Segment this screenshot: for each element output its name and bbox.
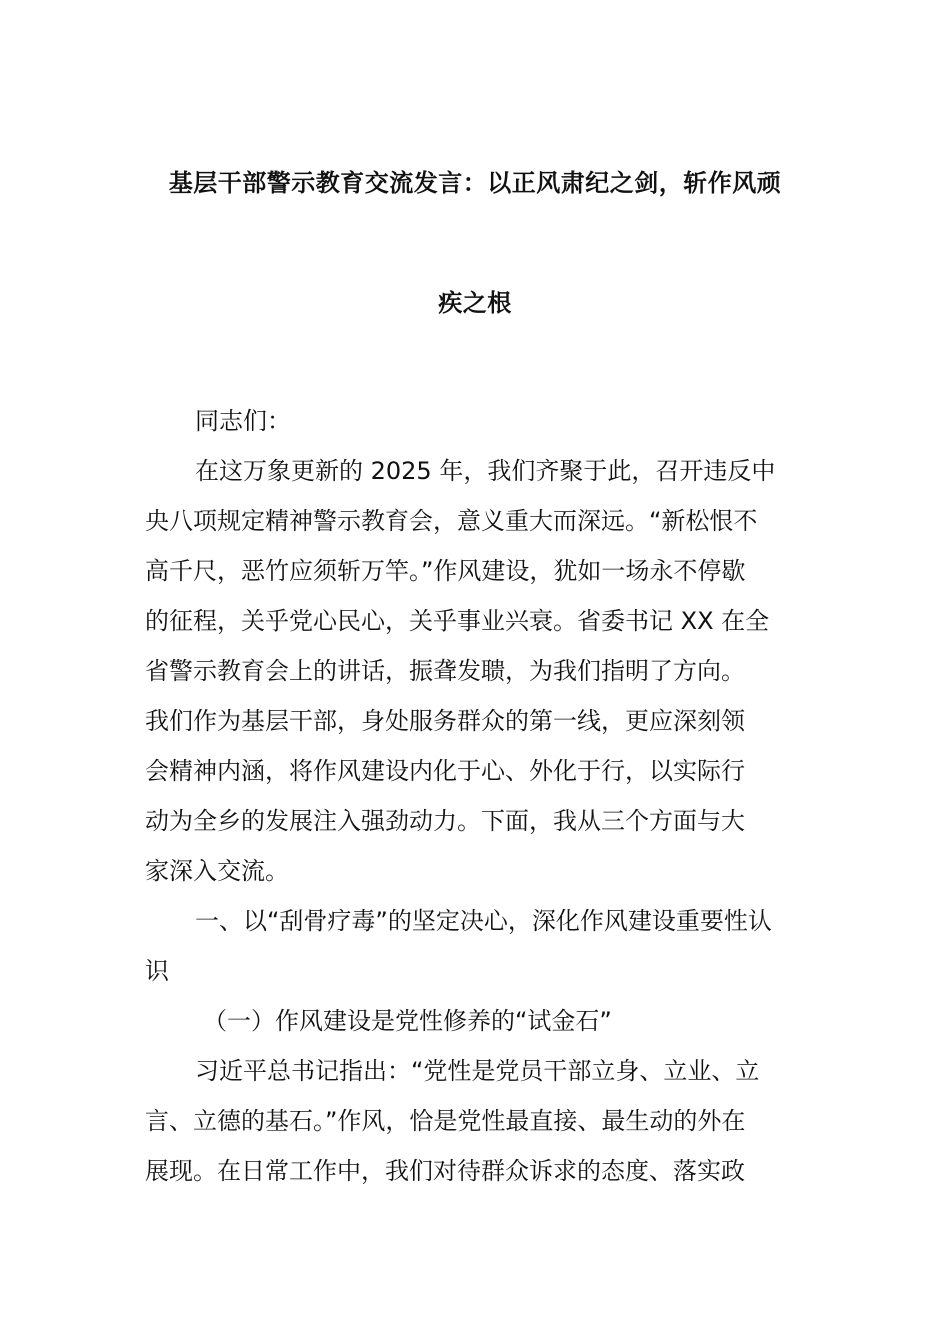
paragraph-1-line: 家深入交流。 (145, 857, 289, 885)
paragraph-1-line: 在这万象更新的 2025 年，我们齐聚于此，召开违反中 (195, 457, 776, 485)
section-heading-1-line: 识 (145, 957, 169, 985)
document-title-line-1: 基层干部警示教育交流发言：以正风肃纪之剑，斩作风顽 (168, 169, 782, 197)
document-body (145, 396, 810, 1196)
paragraph-2-line: 展现。在日常工作中，我们对待群众诉求的态度、落实政 (145, 1157, 745, 1185)
paragraph-1-line: 会精神内涵，将作风建设内化于心、外化于行，以实际行 (145, 757, 745, 785)
section-heading-1-line: 一、以“刮骨疗毒”的坚定决心，深化作风建设重要性认 (195, 907, 772, 935)
paragraph-1-line: 省警示教育会上的讲话，振聋发聩，为我们指明了方向。 (145, 657, 745, 685)
paragraph-1-line: 我们作为基层干部，身处服务群众的第一线，更应深刻领 (145, 707, 745, 735)
paragraph-2-line: 言、立德的基石。”作风，恰是党性最直接、最生动的外在 (145, 1107, 746, 1135)
paragraph-1-line: 动为全乡的发展注入强劲动力。下面，我从三个方面与大 (145, 807, 745, 835)
paragraph-2-line: 习近平总书记指出：“党性是党员干部立身、立业、立 (195, 1057, 760, 1085)
document-title-line-2: 疾之根 (438, 289, 512, 317)
salutation: 同志们： (195, 407, 291, 435)
paragraph-1-line: 央八项规定精神警示教育会，意义重大而深远。“新松恨不 (145, 507, 758, 535)
paragraph-1-line: 的征程，关乎党心民心，关乎事业兴衰。省委书记 XX 在全 (145, 607, 770, 635)
paragraph-1-line: 高千尺，恶竹应须斩万竿。”作风建设，犹如一场永不停歇 (145, 557, 746, 585)
subsection-heading-1: （一）作风建设是党性修养的“试金石” (203, 1007, 612, 1035)
